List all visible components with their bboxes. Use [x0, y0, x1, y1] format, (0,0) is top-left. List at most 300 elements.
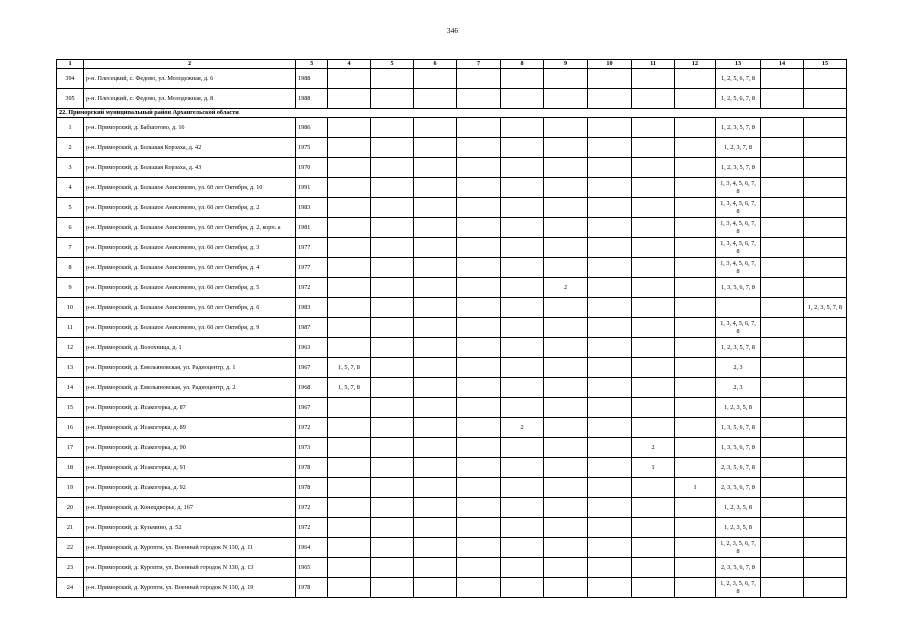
column-12-cell: [675, 558, 716, 578]
column-8-cell: [501, 578, 544, 598]
column-4-cell: [328, 498, 371, 518]
column-13-cell: 1, 3, 5, 6, 7, 8: [716, 418, 761, 438]
address-cell: р-н. Приморский, д. Волохница, д. 1: [84, 338, 296, 358]
column-header-7: 7: [457, 60, 501, 69]
column-12-cell: [675, 178, 716, 198]
column-15-cell: [804, 278, 847, 298]
column-9-cell: [544, 558, 588, 578]
column-6-cell: [414, 458, 457, 478]
address-cell: р-н. Приморский, д. Исакогорка, д. 90: [84, 438, 296, 458]
address-cell: р-н. Приморский, д. Бабшогово, д. 16: [84, 118, 296, 138]
column-12-cell: [675, 398, 716, 418]
column-6-cell: [414, 398, 457, 418]
column-4-cell: [328, 238, 371, 258]
column-14-cell: [761, 138, 804, 158]
column-15-cell: 1, 2, 3, 5, 7, 8: [804, 298, 847, 318]
table-row: [57, 418, 847, 438]
column-15-cell: [804, 118, 847, 138]
column-10-cell: [588, 438, 632, 458]
column-13-cell: 2, 3: [716, 378, 761, 398]
row-number-cell: 14: [57, 378, 84, 398]
column-7-cell: [457, 218, 501, 238]
section-title: 22. Приморский муниципальный район Архангельской области: [57, 109, 847, 118]
column-12-cell: [675, 578, 716, 598]
column-10-cell: [588, 358, 632, 378]
column-4-cell: [328, 218, 371, 238]
column-8-cell: [501, 298, 544, 318]
column-14-cell: [761, 158, 804, 178]
column-9-cell: [544, 258, 588, 278]
table-row: [57, 138, 847, 158]
column-9-cell: [544, 158, 588, 178]
column-12-cell: [675, 298, 716, 318]
address-cell: р-н. Приморский, д. Исакогорка, д. 89: [84, 418, 296, 438]
column-8-cell: [501, 89, 544, 109]
row-number-cell: 20: [57, 498, 84, 518]
column-11-cell: [632, 378, 675, 398]
row-number-cell: 18: [57, 458, 84, 478]
column-6-cell: [414, 118, 457, 138]
column-8-cell: [501, 518, 544, 538]
column-10-cell: [588, 318, 632, 338]
column-11-cell: [632, 298, 675, 318]
year-cell: 1972: [296, 278, 328, 298]
column-5-cell: [371, 218, 414, 238]
column-7-cell: [457, 498, 501, 518]
column-12-cell: [675, 89, 716, 109]
column-header-2: 2: [84, 60, 296, 69]
column-5-cell: [371, 478, 414, 498]
column-14-cell: [761, 338, 804, 358]
column-15-cell: [804, 578, 847, 598]
column-5-cell: [371, 198, 414, 218]
column-7-cell: [457, 118, 501, 138]
address-cell: р-н. Приморский, д. Емельяновская, ул. Радиоцентр, д. 1: [84, 358, 296, 378]
column-15-cell: [804, 158, 847, 178]
column-14-cell: [761, 458, 804, 478]
table-row: [57, 118, 847, 138]
column-7-cell: [457, 538, 501, 558]
column-6-cell: [414, 498, 457, 518]
year-cell: 1965: [296, 558, 328, 578]
column-4-cell: 1, 5, 7, 8: [328, 358, 371, 378]
column-15-cell: [804, 318, 847, 338]
row-number-cell: 11: [57, 318, 84, 338]
column-header-12: 12: [675, 60, 716, 69]
column-14-cell: [761, 298, 804, 318]
column-header-1: 1: [57, 60, 84, 69]
column-5-cell: [371, 318, 414, 338]
row-number-cell: 10: [57, 298, 84, 318]
column-13-cell: 1, 3, 4, 5, 6, 7, 8: [716, 218, 761, 238]
column-8-cell: [501, 138, 544, 158]
column-7-cell: [457, 458, 501, 478]
column-6-cell: [414, 158, 457, 178]
column-8-cell: [501, 218, 544, 238]
address-cell: р-н. Приморский, д. Куропти, ул. Военный городок N 130, д. 19: [84, 578, 296, 598]
column-5-cell: [371, 438, 414, 458]
column-6-cell: [414, 138, 457, 158]
column-4-cell: 1, 5, 7, 8: [328, 378, 371, 398]
address-cell: р-н. Приморский, д. Исакогорка, д. 92: [84, 478, 296, 498]
column-7-cell: [457, 478, 501, 498]
row-number-cell: 394: [57, 69, 84, 89]
column-8-cell: [501, 278, 544, 298]
column-12-cell: [675, 498, 716, 518]
year-cell: 1967: [296, 398, 328, 418]
column-11-cell: [632, 478, 675, 498]
table-row: [57, 378, 847, 398]
column-15-cell: [804, 338, 847, 358]
column-7-cell: [457, 258, 501, 278]
column-10-cell: [588, 258, 632, 278]
row-number-cell: 16: [57, 418, 84, 438]
column-6-cell: [414, 218, 457, 238]
column-4-cell: [328, 398, 371, 418]
column-7-cell: [457, 318, 501, 338]
column-4-cell: [328, 318, 371, 338]
column-9-cell: [544, 218, 588, 238]
row-number-cell: 5: [57, 198, 84, 218]
column-9-cell: [544, 518, 588, 538]
column-6-cell: [414, 238, 457, 258]
column-4-cell: [328, 298, 371, 318]
column-13-cell: 1, 2, 3, 5, 7, 8: [716, 158, 761, 178]
column-8-cell: [501, 118, 544, 138]
row-number-cell: 22: [57, 538, 84, 558]
column-11-cell: [632, 278, 675, 298]
column-12-cell: [675, 438, 716, 458]
column-5-cell: [371, 418, 414, 438]
column-11-cell: [632, 338, 675, 358]
column-6-cell: [414, 358, 457, 378]
housing-register-table: [56, 59, 847, 598]
column-12-cell: [675, 118, 716, 138]
year-cell: 1972: [296, 518, 328, 538]
table-row: [57, 538, 847, 558]
column-7-cell: [457, 438, 501, 458]
column-11-cell: [632, 418, 675, 438]
column-10-cell: [588, 158, 632, 178]
column-9-cell: [544, 478, 588, 498]
column-15-cell: [804, 438, 847, 458]
address-cell: р-н. Приморский, д. Большое Анисимово, ул. 60 лет Октября, д. 2: [84, 198, 296, 218]
year-cell: 1978: [296, 478, 328, 498]
column-13-cell: 1, 3, 4, 5, 6, 7, 8: [716, 258, 761, 278]
row-number-cell: 4: [57, 178, 84, 198]
column-11-cell: [632, 538, 675, 558]
column-11-cell: [632, 498, 675, 518]
table-row: [57, 89, 847, 109]
column-9-cell: [544, 378, 588, 398]
column-7-cell: [457, 338, 501, 358]
column-12-cell: 1: [675, 478, 716, 498]
column-9-cell: [544, 238, 588, 258]
column-10-cell: [588, 558, 632, 578]
row-number-cell: 24: [57, 578, 84, 598]
column-13-cell: 1, 3, 4, 5, 6, 7, 8: [716, 238, 761, 258]
column-9-cell: [544, 438, 588, 458]
column-13-cell: 1, 2, 3, 5, 7, 8: [716, 338, 761, 358]
column-7-cell: [457, 518, 501, 538]
column-7-cell: [457, 238, 501, 258]
column-10-cell: [588, 478, 632, 498]
address-cell: р-н. Приморский, д. Куропти, ул. Военный городок N 130, д. 13: [84, 558, 296, 578]
column-4-cell: [328, 578, 371, 598]
address-cell: р-н. Приморский, д. Исакогорка, д. 87: [84, 398, 296, 418]
column-15-cell: [804, 358, 847, 378]
column-4-cell: [328, 178, 371, 198]
column-9-cell: [544, 418, 588, 438]
column-8-cell: [501, 458, 544, 478]
year-cell: 1975: [296, 138, 328, 158]
column-10-cell: [588, 138, 632, 158]
column-9-cell: [544, 89, 588, 109]
column-10-cell: [588, 278, 632, 298]
column-14-cell: [761, 118, 804, 138]
address-cell: р-н. Приморский, д. Исакогорка, д. 91: [84, 458, 296, 478]
column-5-cell: [371, 69, 414, 89]
column-5-cell: [371, 358, 414, 378]
column-14-cell: [761, 178, 804, 198]
column-15-cell: [804, 238, 847, 258]
address-cell: р-н. Приморский, д. Большая Корзаха, д. 43: [84, 158, 296, 178]
column-11-cell: [632, 158, 675, 178]
column-9-cell: 2: [544, 278, 588, 298]
column-7-cell: [457, 178, 501, 198]
column-14-cell: [761, 258, 804, 278]
column-7-cell: [457, 158, 501, 178]
column-4-cell: [328, 518, 371, 538]
column-14-cell: [761, 578, 804, 598]
row-number-cell: 2: [57, 138, 84, 158]
column-14-cell: [761, 218, 804, 238]
column-8-cell: [501, 538, 544, 558]
column-header-13: 13: [716, 60, 761, 69]
year-cell: 1972: [296, 418, 328, 438]
year-cell: 1977: [296, 238, 328, 258]
column-14-cell: [761, 198, 804, 218]
column-13-cell: 1, 2, 3, 7, 8: [716, 138, 761, 158]
column-10-cell: [588, 118, 632, 138]
table-row: [57, 158, 847, 178]
header-row: [57, 60, 847, 69]
column-14-cell: [761, 378, 804, 398]
column-8-cell: [501, 198, 544, 218]
column-13-cell: 1, 3, 5, 6, 7, 8: [716, 438, 761, 458]
column-9-cell: [544, 458, 588, 478]
column-4-cell: [328, 138, 371, 158]
column-9-cell: [544, 138, 588, 158]
column-8-cell: [501, 478, 544, 498]
column-5-cell: [371, 558, 414, 578]
year-cell: 1987: [296, 318, 328, 338]
column-6-cell: [414, 298, 457, 318]
column-7-cell: [457, 378, 501, 398]
column-14-cell: [761, 558, 804, 578]
column-6-cell: [414, 69, 457, 89]
column-6-cell: [414, 378, 457, 398]
table-row: [57, 478, 847, 498]
table-row: [57, 238, 847, 258]
year-cell: 1991: [296, 178, 328, 198]
table-row: [57, 258, 847, 278]
column-header-5: 5: [371, 60, 414, 69]
column-4-cell: [328, 438, 371, 458]
column-15-cell: [804, 518, 847, 538]
column-7-cell: [457, 89, 501, 109]
column-11-cell: [632, 318, 675, 338]
column-7-cell: [457, 398, 501, 418]
column-10-cell: [588, 69, 632, 89]
column-8-cell: [501, 238, 544, 258]
column-5-cell: [371, 138, 414, 158]
column-10-cell: [588, 578, 632, 598]
column-15-cell: [804, 498, 847, 518]
address-cell: р-н. Приморский, д. Большое Анисимово, ул. 60 лет Октября, д. 10: [84, 178, 296, 198]
column-10-cell: [588, 518, 632, 538]
address-cell: р-н. Приморский, д. Большое Анисимово, ул. 60 лет Октября, д. 3: [84, 238, 296, 258]
column-13-cell: 2, 3: [716, 358, 761, 378]
column-11-cell: [632, 198, 675, 218]
column-header-9: 9: [544, 60, 588, 69]
column-8-cell: [501, 258, 544, 278]
column-13-cell: 2, 3, 5, 6, 7, 8: [716, 478, 761, 498]
row-number-cell: 6: [57, 218, 84, 238]
column-8-cell: [501, 69, 544, 89]
column-10-cell: [588, 238, 632, 258]
column-8-cell: [501, 178, 544, 198]
table-row: [57, 558, 847, 578]
column-11-cell: [632, 118, 675, 138]
row-number-cell: 9: [57, 278, 84, 298]
year-cell: 1988: [296, 69, 328, 89]
column-9-cell: [544, 69, 588, 89]
column-10-cell: [588, 198, 632, 218]
column-13-cell: 1, 3, 5, 6, 7, 8: [716, 278, 761, 298]
column-6-cell: [414, 178, 457, 198]
column-15-cell: [804, 458, 847, 478]
year-cell: 1972: [296, 498, 328, 518]
column-4-cell: [328, 89, 371, 109]
column-header-11: 11: [632, 60, 675, 69]
column-8-cell: [501, 318, 544, 338]
year-cell: 1964: [296, 538, 328, 558]
table-row: [57, 518, 847, 538]
column-4-cell: [328, 278, 371, 298]
column-11-cell: 1: [632, 458, 675, 478]
table-row: [57, 398, 847, 418]
column-14-cell: [761, 318, 804, 338]
column-15-cell: [804, 478, 847, 498]
table-body: [57, 69, 847, 598]
column-9-cell: [544, 358, 588, 378]
column-4-cell: [328, 69, 371, 89]
column-12-cell: [675, 418, 716, 438]
column-13-cell: 1, 3, 4, 5, 6, 7, 8: [716, 198, 761, 218]
column-header-4: 4: [328, 60, 371, 69]
year-cell: 1983: [296, 298, 328, 318]
column-8-cell: [501, 398, 544, 418]
table-row: [57, 438, 847, 458]
year-cell: 1978: [296, 458, 328, 478]
year-cell: 1963: [296, 338, 328, 358]
column-10-cell: [588, 538, 632, 558]
column-6-cell: [414, 578, 457, 598]
column-13-cell: 1, 3, 4, 5, 6, 7, 8: [716, 318, 761, 338]
column-5-cell: [371, 89, 414, 109]
table-row: [57, 318, 847, 338]
column-11-cell: [632, 578, 675, 598]
column-14-cell: [761, 358, 804, 378]
row-number-cell: 19: [57, 478, 84, 498]
row-number-cell: 1: [57, 118, 84, 138]
year-cell: 1967: [296, 358, 328, 378]
column-12-cell: [675, 158, 716, 178]
section-row: [57, 109, 847, 118]
column-8-cell: [501, 558, 544, 578]
column-15-cell: [804, 138, 847, 158]
column-12-cell: [675, 238, 716, 258]
column-10-cell: [588, 298, 632, 318]
column-14-cell: [761, 518, 804, 538]
address-cell: р-н. Приморский, д. Конецдворье, д. 167: [84, 498, 296, 518]
address-cell: р-н. Приморский, д. Большое Анисимово, ул. 60 лет Октября, д. 2, корп. а: [84, 218, 296, 238]
column-6-cell: [414, 278, 457, 298]
column-11-cell: [632, 558, 675, 578]
column-9-cell: [544, 498, 588, 518]
column-12-cell: [675, 198, 716, 218]
column-13-cell: 2, 3, 5, 6, 7, 8: [716, 558, 761, 578]
column-12-cell: [675, 278, 716, 298]
column-15-cell: [804, 258, 847, 278]
column-8-cell: [501, 158, 544, 178]
column-5-cell: [371, 498, 414, 518]
year-cell: 1977: [296, 258, 328, 278]
column-7-cell: [457, 69, 501, 89]
column-5-cell: [371, 538, 414, 558]
column-7-cell: [457, 578, 501, 598]
column-5-cell: [371, 398, 414, 418]
column-5-cell: [371, 458, 414, 478]
column-15-cell: [804, 218, 847, 238]
column-14-cell: [761, 69, 804, 89]
column-12-cell: [675, 378, 716, 398]
table-row: [57, 498, 847, 518]
year-cell: 1978: [296, 578, 328, 598]
row-number-cell: 7: [57, 238, 84, 258]
column-10-cell: [588, 378, 632, 398]
column-12-cell: [675, 258, 716, 278]
row-number-cell: 3: [57, 158, 84, 178]
table-row: [57, 178, 847, 198]
column-12-cell: [675, 358, 716, 378]
column-15-cell: [804, 558, 847, 578]
year-cell: 1970: [296, 158, 328, 178]
column-14-cell: [761, 89, 804, 109]
row-number-cell: 395: [57, 89, 84, 109]
table-row: [57, 278, 847, 298]
column-13-cell: 1, 2, 5, 6, 7, 8: [716, 89, 761, 109]
column-6-cell: [414, 478, 457, 498]
column-6-cell: [414, 558, 457, 578]
column-11-cell: [632, 138, 675, 158]
column-5-cell: [371, 118, 414, 138]
column-header-6: 6: [414, 60, 457, 69]
column-7-cell: [457, 138, 501, 158]
address-cell: р-н. Приморский, д. Емельяновская, ул. Радиоцентр, д. 2: [84, 378, 296, 398]
column-15-cell: [804, 418, 847, 438]
